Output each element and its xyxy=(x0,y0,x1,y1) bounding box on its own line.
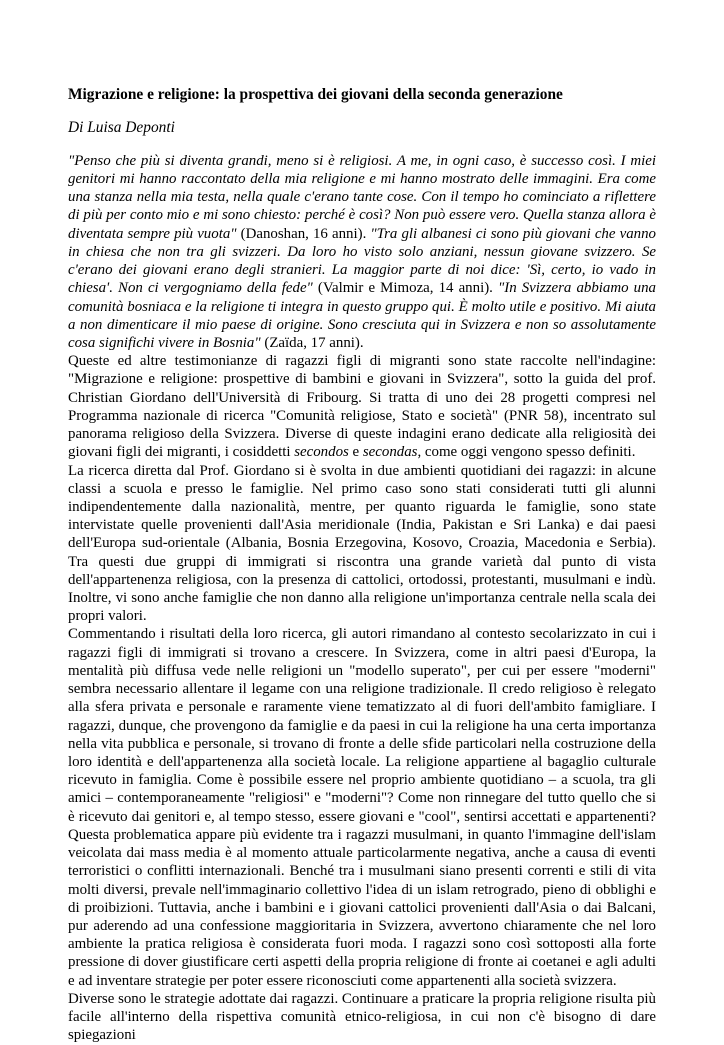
term-secondas: secondas xyxy=(362,444,418,461)
paragraph-strategie: Diverse sono le strategie adottate dai ragazzi. Continuare a praticare la propria religione risulta più facile all'interno della rispettiva comunità etnico-religiosa, in cui non c'è bisogno di dare spiegazioni xyxy=(68,990,656,1044)
term-secondos: secondos xyxy=(294,444,349,461)
document-body xyxy=(68,86,656,1045)
paragraph-risultati: Commentando i risultati della loro ricerca, gli autori rimandano al contesto secolarizzato in cui i ragazzi figli di immigrati si trovano a crescere. In Svizzera, come in altri paesi d'Europa, la mentalità più diffusa vede nelle religioni un "modello superato", per cui per essere "moderni" sembra necessario allentare il legame con una religione tradizionale. Il credo religioso è relegato alla sfera privata e personale e raramente viene tematizzato al di fuori dell'ambito famigliare. I ragazzi, dunque, che provengono da famiglie e da paesi in cui la religione ha una certa importanza nella vita pubblica e personale, si trovano di fronte a delle sfide particolari nella costruzione della loro identità e dell'appartenenza alla società locale. La religione appartiene al bagaglio culturale ricevuto in famiglia. Come è possibile essere nel proprio ambiente quotidiano – a scuola, tra gli amici – contemporaneamente "religiosi" e "moderni"? Come non rinnegare del tutto quello che si è ricevuto dai genitori e, al tempo stesso, essere giovani e "cool", sentirsi accettati e appartenenti? Questa problematica appare più evidente tra i ragazzi musulmani, in quanto l'immagine dell'islam veicolata dai mass media è al momento attuale particolarmente negativa, anche a causa di eventi terroristici o conflitti internazionali. Benché tra i musulmani siano presenti correnti e stili di vita molti diversi, prevale nell'immaginario collettivo l'idea di un islam retrogrado, pieno di obblighi e di proibizioni. Tuttavia, anche i bambini e i giovani cattolici provenienti dall'Asia o dai Balcani, pur aderendo ad una confessione maggioritaria in Svizzera, avvertono chiaramente che nel loro ambiente la pratica religiosa è considerata fuori moda. I ragazzi sono così sottoposti alla forte pressione di dover giustificare certi aspetti della propria religione di fronte ai coetanei e agli adulti e ad inventare strategie per poter essere riconosciuti come appartenenti alla società svizzera. xyxy=(68,626,656,989)
attribution-valmir-mimoza: (Valmir e Mimoza, 14 anni). xyxy=(312,280,498,297)
attribution-danoshan: (Danoshan, 16 anni). xyxy=(236,225,371,242)
quotes-paragraph xyxy=(68,152,656,352)
paragraph-ricerca: La ricerca diretta dal Prof. Giordano si è svolta in due ambienti quotidiani dei ragazzi: in alcune classi a scuola e presso le famiglie. Nel primo caso sono stati considerati tutti gli alunni indipendentemente dalla nazionalità, mentre, per quanto riguarda le famiglie, sono state intervistate quelle provenienti dall'Asia meridionale (India, Pakistan e Sri Lanka) e dai paesi dell'Europa sud-orientale (Albania, Bosnia Erzegovina, Kosovo, Croazia, Macedonia e Serbia). Tra questi due gruppi di immigrati si riscontra una grande varietà dal punto di vista dell'appartenenza religiosa, con la presenza di cattolici, ortodossi, protestanti, musulmani e indù. Inoltre, vi sono anche famiglie che non danno alla religione un'importanza centrale nella scala dei propri valori. xyxy=(68,462,656,625)
paragraph-indagine-conj: e xyxy=(348,444,363,461)
author-line: Di Luisa Deponti xyxy=(68,118,175,136)
quote-danoshan: "Penso che più si diventa grandi, meno si è religiosi. A me, in ogni caso, è successo così. I miei genitori mi hanno raccontato della mia religione e mi hanno mostrato delle immagini. Era come una stanza nella mia testa, nella quale c'erano tante cose. Con il tempo ho cominciato a riflettere di più per conto mio e mi sono chiesto: perché è così? Non può essere vero. Quella stanza allora è diventata sempre più vuota" xyxy=(68,152,656,242)
attribution-zaida: (Zaïda, 17 anni). xyxy=(260,334,364,351)
quote-valmir-mimoza: "Tra gli albanesi ci sono più giovani che vanno in chiesa che non tra gli svizzeri. Da loro ho visto solo anziani, nessun giovane svizzero. Se c'erano dei giovani erano degli stranieri. La maggior parte di noi dice: 'Sì, certo, io vado in chiesa'. Non ci vergogniamo della fede" xyxy=(68,225,656,297)
paragraph-indagine xyxy=(68,352,656,461)
paragraph-indagine-text: Queste ed altre testimonianze di ragazzi figli di migranti sono state raccolte nell'indagine: "Migrazione e religione: prospettive di bambini e giovani in Svizzera", sotto la guida del prof. Christian Giordano dell'Università di Fribourg. Si tratta di uno dei 28 progetti compresi nel Programma nazionale di ricerca "Comunità religiose, Stato e società" (PNR 58), incentrato sul panorama religioso della Svizzera. Diverse di queste indagini erano dedicate alla religiosità dei giovani figli dei migranti, i cosiddetti xyxy=(68,353,656,461)
document-title: Migrazione e religione: la prospettiva dei giovani della seconda generazione xyxy=(68,86,563,103)
quote-zaida: "In Svizzera abbiamo una comunità bosniaca e la religione ti integra in questo gruppo qui. È molto utile e positivo. Mi aiuta a non dimenticare il mio paese di origine. Sono cresciuta qui in Svizzera e non so assolutamente cosa significhi vivere in Bosnia" xyxy=(68,280,656,351)
paragraph-indagine-end: , come oggi vengono spesso definiti. xyxy=(417,444,636,461)
